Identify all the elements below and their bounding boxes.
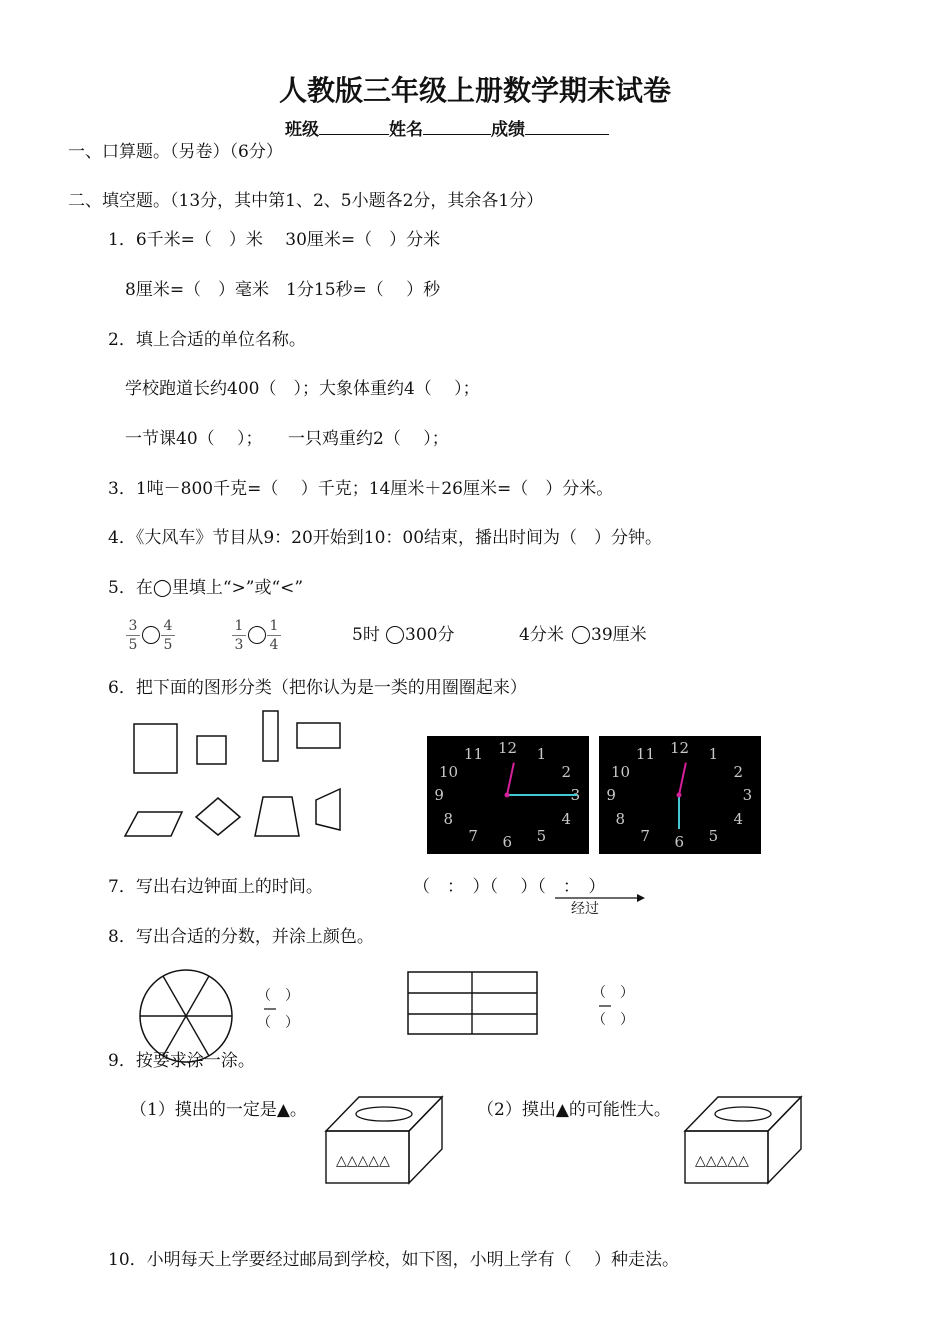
clock-number: 3 [570, 786, 581, 804]
clock-number: 10 [438, 762, 459, 781]
question-1-line-1: 1．6千米=（ ）米 30厘米=（ ）分米 [108, 230, 441, 250]
question-2-line-2: 一节课40（ ）； 一只鸡重约2（ ）； [125, 429, 449, 449]
clock-number: 8 [615, 809, 626, 828]
box-1-triangles[interactable]: △△△△△ [336, 1153, 390, 1169]
name-label: 姓名 [389, 120, 423, 140]
question-7-answer[interactable]: （ ： ）（ ）（ ： ） [413, 877, 606, 897]
clock-number: 9 [606, 786, 616, 804]
class-label: 班级 [285, 120, 319, 140]
question-9: 9．按要求涂一涂。 [108, 1051, 255, 1071]
question-6: 6．把下面的图形分类（把你认为是一类的用圈圈起来） [108, 678, 527, 698]
clock-number: 1 [536, 745, 547, 764]
fraction-answer-1-denominator[interactable]: （ ） [257, 1015, 299, 1031]
question-9-part-1: （1）摸出的一定是▲。 [130, 1100, 307, 1120]
fraction-3-5: 3 5 [124, 618, 142, 653]
question-4: 4．《大风车》节目从9：20开始到10：00结束，播出时间为（ ）分钟。 [108, 528, 663, 548]
clock-number: 6 [502, 833, 513, 851]
compare-300min: 300分 [405, 625, 455, 645]
question-7: 7．写出右边钟面上的时间。 [108, 877, 323, 897]
question-2-line-1: 学校跑道长约400（ ）；大象体重约4（ ）； [125, 379, 480, 399]
score-label: 成绩 [491, 120, 525, 140]
clock-number: 9 [434, 786, 444, 804]
clock-number: 3 [742, 786, 753, 804]
clock-number: 2 [561, 762, 572, 781]
question-1-line-2: 8厘米=（ ）毫米 1分15秒=（ ）秒 [125, 280, 441, 300]
fraction-1-3: 1 3 [230, 618, 248, 653]
fraction-answer-1-numerator[interactable]: （ ） [257, 988, 299, 1004]
section-1-heading: 一、口算题。（另卷）（6分） [68, 142, 283, 162]
fraction-4-5: 4 5 [159, 618, 177, 653]
clock-number: 11 [635, 745, 656, 764]
clock-number: 12 [670, 739, 690, 757]
question-3: 3．1吨－800千克=（ ）千克；14厘米＋26厘米=（ ）分米。 [108, 479, 614, 499]
clock-number: 6 [674, 833, 685, 851]
compare-39cm: 39厘米 [591, 625, 647, 645]
clock-number: 11 [463, 745, 484, 764]
clock-number: 1 [708, 745, 719, 764]
elapsed-label: 经过 [571, 901, 599, 917]
clock-number: 5 [536, 826, 547, 845]
clock-number: 2 [733, 762, 744, 781]
section-2-heading: 二、填空题。（13分，其中第1、2、5小题各2分，其余各1分） [68, 191, 544, 211]
clock-number: 10 [610, 762, 631, 781]
clock-number: 4 [733, 809, 744, 828]
question-2: 2．填上合适的单位名称。 [108, 330, 306, 350]
clock-number: 7 [468, 826, 478, 845]
clock-number: 7 [640, 826, 650, 845]
question-8: 8．写出合适的分数，并涂上颜色。 [108, 927, 374, 947]
page-title: 人教版三年级上册数学期末试卷 [278, 74, 671, 107]
question-9-part-2: （2）摸出▲的可能性大。 [477, 1100, 671, 1120]
clock-number: 8 [443, 809, 454, 828]
clock-number: 5 [708, 826, 719, 845]
fraction-answer-2-numerator[interactable]: （ ） [592, 985, 634, 1001]
box-2-triangles[interactable]: △△△△△ [695, 1153, 749, 1169]
clock-number: 12 [498, 739, 518, 757]
compare-5h: 5时 [352, 625, 380, 645]
fraction-answer-2-denominator[interactable]: （ ） [592, 1012, 634, 1028]
fraction-1-4: 1 4 [265, 618, 283, 653]
compare-4dm: 4分米 [519, 625, 564, 645]
clock-number: 4 [561, 809, 572, 828]
question-10: 10．小明每天上学要经过邮局到学校，如下图，小明上学有（ ）种走法。 [108, 1250, 680, 1270]
question-5: 5．在◯里填上“>”或“<” [108, 578, 304, 598]
